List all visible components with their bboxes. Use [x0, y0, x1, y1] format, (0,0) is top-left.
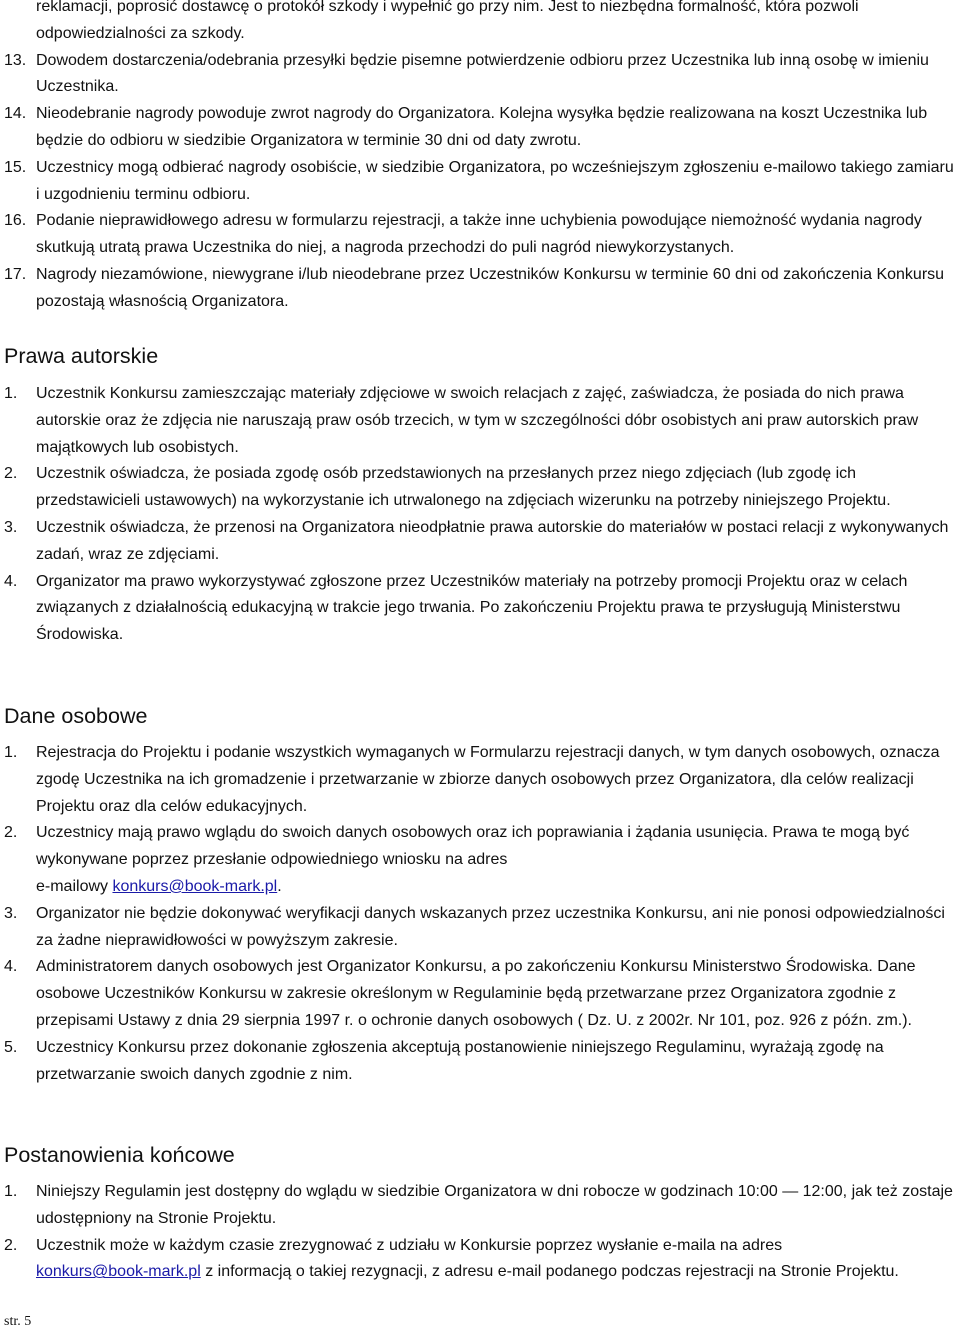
item-text: Podanie nieprawidłowego adresu w formularzu rejestracji, a także inne uchybienia powodujące niemożność wydania nagrody skutkują utratą prawa Uczestnika do niej, a nagroda przechodzi do puli nagród niewykorzystanych.	[36, 212, 922, 257]
item-number: 15.	[4, 158, 27, 176]
item-text: e-mailowy	[36, 877, 113, 895]
item-number: 1.	[4, 744, 18, 761]
list-item	[0, 901, 960, 955]
item-text: Organizator nie będzie dokonywać weryfikacji danych wskazanych przez uczestnika Konkursu, ani nie ponosi odpowiedzialności za żadne nieprawidłowości w powyższym zakresie.	[36, 904, 945, 949]
item-text: Nieodebranie nagrody powoduje zwrot nagrody do Organizatora. Kolejna wysyłka będzie realizowana na koszt Uczestnika lub będzie do odbioru w siedzibie Organizatora w terminie 30 dni od daty zwrotu.	[36, 105, 928, 149]
list-item	[0, 740, 960, 820]
item-text: Dowodem dostarczenia/odebrania przesyłki będzie pisemne potwierdzenie odbioru przez Uczestnika lub inną osobę w imieniu Uczestnika.	[36, 51, 929, 96]
item-text: Nagrody niezamówione, niewygrane i/lub nieodebrane przez Uczestników Konkursu w terminie 60 dni od zakończenia Konkursu pozostają własnością Organizatora.	[36, 265, 945, 310]
list-item	[0, 208, 960, 262]
item-number: 1.	[4, 1183, 18, 1200]
item-number: 3.	[4, 518, 18, 536]
item-text: Uczestnicy Konkursu przez dokonanie zgłoszenia akceptują postanowienie niniejszego Regulaminu, wyrażają zgodę na przetwarzanie swoich danych zgodnie z nim.	[36, 1038, 884, 1083]
list-item	[0, 1035, 960, 1089]
item-number: 2.	[4, 465, 18, 483]
list-item	[0, 155, 960, 209]
list-item	[0, 515, 960, 569]
email-link[interactable]: konkurs@book-mark.pl	[36, 1263, 201, 1281]
item-text: Rejestracja do Projektu i podanie wszystkich wymaganych w Formularzu rejestracji danych, w tym danych osobowych, oznacza zgodę Uczestnika na ich gromadzenie i przetwarzanie w zbiorze danych osobowych przez Organizatora, dla celów realizacji Projektu oraz dla celów edukacyjnych.	[36, 744, 940, 815]
item-text: Uczestnicy mogą odbierać nagrody osobiście, w siedzibie Organizatora, po wcześniejszym zgłoszeniu e-mailowo takiego zamiaru i uzgodnieniu terminu odbioru.	[36, 158, 954, 203]
email-link[interactable]: konkurs@book-mark.pl	[112, 877, 278, 895]
section-heading-copyright: Prawa autorskie	[4, 344, 159, 368]
item-text: z informacją o takiej rezygnacji, z adresu e-mail podanego podczas rejestracji na Stronie Projektu.	[200, 1263, 899, 1281]
list-item	[0, 0, 960, 48]
item-number: 1.	[4, 385, 18, 402]
item-text: reklamacji, poprosić dostawcę o protokół szkody i wypełnić go przy nim. Jest to niezbędna formalność, która pozwoli odpowiedzialności za szkody.	[36, 0, 859, 42]
item-text: .	[277, 877, 282, 895]
item-number: 14.	[4, 105, 27, 123]
item-number: 5.	[4, 1038, 18, 1056]
item-number: 2.	[4, 824, 18, 842]
item-text: Niniejszy Regulamin jest dostępny do wglądu w siedzibie Organizatora w dni robocze w godzinach 10:00 — 12:00, jak też zostaje udostępniony na Stronie Projektu.	[36, 1183, 953, 1227]
list-item	[0, 381, 960, 461]
item-text: Organizator ma prawo wykorzystywać zgłoszone przez Uczestników materiały na potrzeby promocji Projektu oraz w celach związanych z działalnością edukacyjną w trakcie jego trwania. Po zakończeniu Projektu prawa te przysługują Ministerstwu Środowiska.	[36, 572, 908, 644]
section-heading-personal-data: Dane osobowe	[4, 704, 148, 728]
list-item	[0, 1179, 960, 1233]
item-number: 17.	[4, 265, 27, 283]
item-text: Uczestnicy mają prawo wglądu do swoich danych osobowych oraz ich poprawiania i żądania usunięcia. Prawa te mogą być wykonywane poprzez przesłanie odpowiedniego wniosku na adres	[36, 824, 910, 869]
item-text: Uczestnik oświadcza, że posiada zgodę osób przedstawionych na przesłanych przez niego zdjęciach (lub zgodę ich przedstawicieli ustawowych) na wykorzystanie ich utrwalonego na zdjęciach wizerunku na potrzeby niniejszego Projektu.	[36, 465, 891, 510]
list-item	[0, 48, 960, 102]
prize-rules-list	[0, 0, 960, 316]
item-text: Uczestnik może w każdym czasie zrezygnować z udziału w Konkursie poprzez wysłanie e-maila na adres	[36, 1236, 783, 1254]
list-item	[0, 820, 960, 900]
item-number: 4.	[4, 572, 18, 590]
list-item	[0, 954, 960, 1034]
copyright-list	[0, 381, 960, 649]
item-number: 16.	[4, 212, 27, 230]
section-heading-final-provisions: Postanowienia końcowe	[4, 1143, 235, 1167]
list-item	[0, 569, 960, 649]
list-item	[0, 262, 960, 316]
page-number: str. 5	[4, 1314, 32, 1329]
item-text: Uczestnik oświadcza, że przenosi na Organizatora nieodpłatnie prawa autorskie do materiałów w postaci relacji z wykonywanych zadań, wraz ze zdjęciami.	[36, 518, 949, 563]
personal-data-list	[0, 740, 960, 1088]
final-provisions-list	[0, 1179, 960, 1286]
item-number: 2.	[4, 1236, 18, 1254]
list-item	[0, 101, 960, 155]
list-item	[0, 461, 960, 515]
item-number: 4.	[4, 958, 18, 976]
item-text: Uczestnik Konkursu zamieszczając materiały zdjęciowe w swoich relacjach z zajęć, zaświadcza, że posiada do nich prawa autorskie oraz że zdjęcia nie naruszają praw osób trzecich, w tym w szczególności dóbr osobistych ani praw autorskich praw majątkowych lub osobistych.	[36, 385, 919, 456]
item-number: 13.	[4, 51, 27, 69]
list-item	[0, 1233, 960, 1287]
item-text: Administratorem danych osobowych jest Organizator Konkursu, a po zakończeniu Konkursu Ministerstwo Środowiska. Dane osobowe Uczestników Konkursu w zakresie określonym w Regulaminie będą przetwarzane przez Organizatora zgodnie z przepisami Ustawy z dnia 29 sierpnia 1997 r. o ochronie danych osobowych ( Dz. U. z 2002r. Nr 101, poz. 926 z późn. zm.).	[36, 958, 916, 1029]
item-number: 3.	[4, 904, 18, 922]
